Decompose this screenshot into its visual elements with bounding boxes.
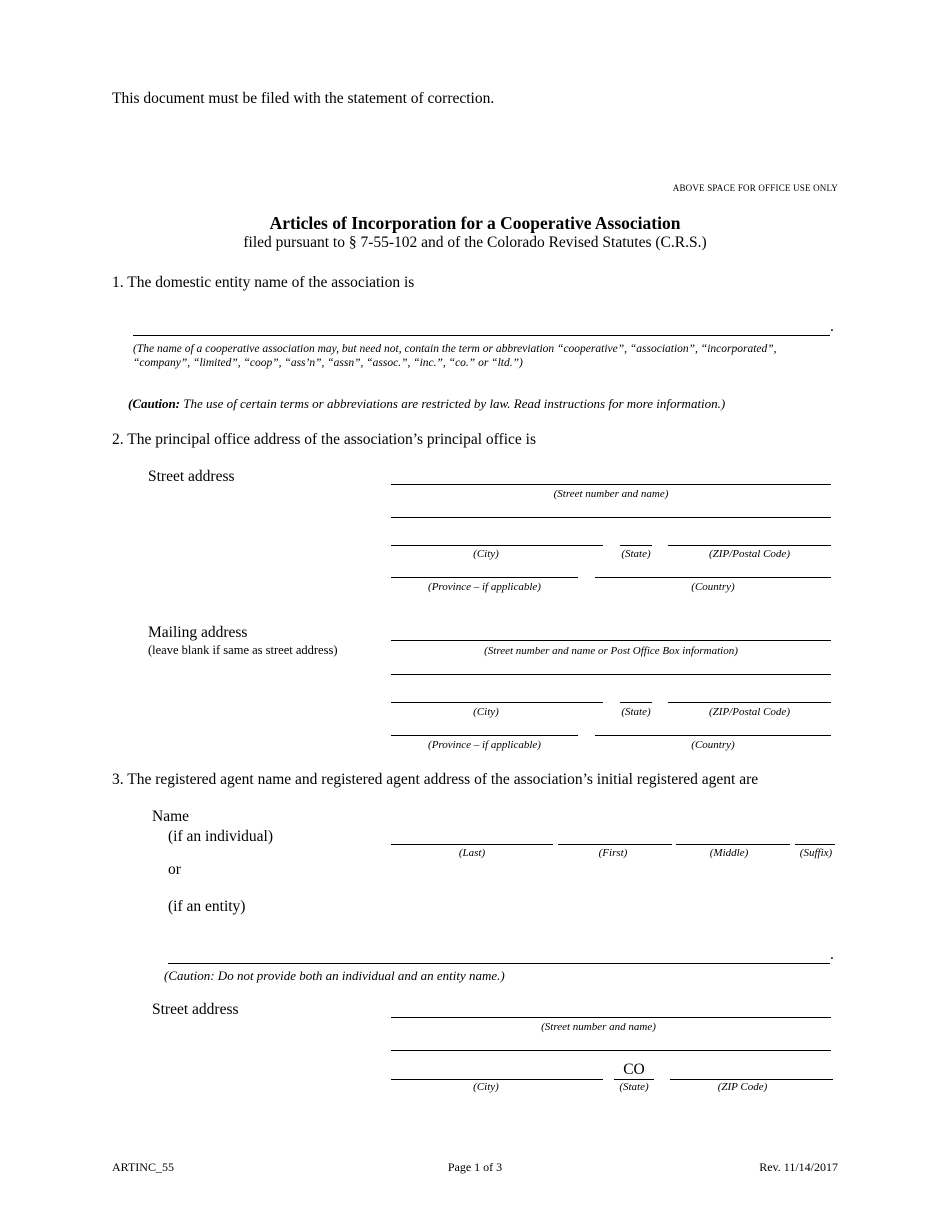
entity-name-field[interactable] [133, 316, 830, 336]
agent-street-line2-field[interactable] [391, 1031, 831, 1051]
footer-form-id: ARTINC_55 [112, 1160, 174, 1174]
mailing-state-field[interactable] [620, 683, 652, 703]
agent-entity-period: . [830, 946, 834, 963]
page-subtitle: filed pursuant to § 7-55-102 and of the Colorado Revised Statutes (C.R.S.) [243, 234, 707, 251]
caution-label: (Caution: [128, 396, 181, 411]
agent-middle-caption: (Middle) [709, 847, 749, 859]
section2-heading: 2. The principal office address of the association’s principal office is [112, 431, 536, 448]
mailing-zip-field[interactable] [668, 683, 831, 703]
section1-caution [128, 396, 725, 412]
mailing-street-field[interactable] [391, 621, 831, 641]
principal-street-field[interactable] [391, 465, 831, 485]
agent-zip-field[interactable] [670, 1060, 833, 1080]
principal-country-field[interactable] [595, 558, 831, 578]
agent-city-field[interactable] [391, 1060, 603, 1080]
principal-city-caption: (City) [473, 548, 499, 560]
principal-zip-field[interactable] [668, 526, 831, 546]
agent-suffix-field[interactable] [795, 825, 835, 845]
entity-name-period: . [830, 318, 834, 335]
mailing-province-caption: (Province – if applicable) [428, 739, 541, 751]
entity-name-note-line1: (The name of a cooperative association may, but need not, contain the term or abbreviation “cooperative”, “association”, “incorporated”, [133, 343, 777, 355]
mailing-address-note: (leave blank if same as street address) [148, 643, 338, 657]
mailing-city-field[interactable] [391, 683, 603, 703]
office-use-label: ABOVE SPACE FOR OFFICE USE ONLY [672, 183, 838, 193]
agent-state-caption: (State) [619, 1081, 649, 1093]
principal-country-caption: (Country) [691, 581, 735, 593]
agent-middle-name-field[interactable] [676, 825, 790, 845]
footer-page-number: Page 1 of 3 [447, 1160, 503, 1174]
agent-name-label: Name [152, 808, 190, 825]
mailing-street-caption: (Street number and name or Post Office Box information) [484, 645, 738, 657]
mailing-address-label: Mailing address [148, 624, 248, 641]
agent-first-caption: (First) [598, 847, 628, 859]
principal-state-caption: (State) [621, 548, 651, 560]
agent-caution: (Caution: Do not provide both an individual and an entity name.) [164, 968, 505, 983]
agent-street-field[interactable] [391, 998, 831, 1018]
section3-heading: 3. The registered agent name and registered agent address of the association’s initial registered agent are [112, 771, 759, 788]
principal-province-field[interactable] [391, 558, 578, 578]
mailing-state-caption: (State) [621, 706, 651, 718]
agent-state-value: CO [623, 1061, 645, 1078]
principal-zip-caption: (ZIP/Postal Code) [709, 548, 790, 560]
principal-street-caption: (Street number and name) [553, 488, 669, 500]
agent-entity-label: (if an entity) [168, 898, 246, 915]
principal-street-line2-field[interactable] [391, 498, 831, 518]
principal-province-caption: (Province – if applicable) [428, 581, 541, 593]
mailing-country-caption: (Country) [691, 739, 735, 751]
agent-first-name-field[interactable] [558, 825, 672, 845]
principal-state-field[interactable] [620, 526, 652, 546]
page-title: Articles of Incorporation for a Cooperative Association [269, 213, 681, 233]
section1-heading: 1. The domestic entity name of the association is [112, 274, 415, 291]
footer-revision: Rev. 11/14/2017 [759, 1160, 838, 1174]
mailing-country-field[interactable] [595, 716, 831, 736]
agent-state-field[interactable] [614, 1060, 654, 1080]
agent-entity-name-field[interactable] [168, 944, 830, 964]
mailing-province-field[interactable] [391, 716, 578, 736]
agent-last-name-field[interactable] [391, 825, 553, 845]
filing-notice: This document must be filed with the statement of correction. [112, 90, 495, 107]
agent-or-label: or [168, 861, 181, 878]
caution-text: The use of certain terms or abbreviations are restricted by law. Read instructions for more information.) [180, 396, 726, 411]
agent-zip-caption: (ZIP Code) [717, 1081, 768, 1093]
mailing-city-caption: (City) [473, 706, 499, 718]
mailing-street-line2-field[interactable] [391, 655, 831, 675]
agent-street-label: Street address [152, 1001, 239, 1018]
principal-street-label: Street address [148, 468, 235, 485]
entity-name-note-line2: “company”, “limited”, “coop”, “ass’n”, “assn”, “assoc.”, “inc.”, “co.” or “ltd.”) [133, 357, 523, 369]
principal-city-field[interactable] [391, 526, 603, 546]
mailing-zip-caption: (ZIP/Postal Code) [709, 706, 790, 718]
agent-suffix-caption: (Suffix) [799, 847, 833, 859]
agent-individual-label: (if an individual) [168, 828, 274, 845]
agent-street-caption: (Street number and name) [541, 1021, 656, 1033]
agent-city-caption: (City) [473, 1081, 499, 1093]
agent-last-caption: (Last) [458, 847, 486, 859]
